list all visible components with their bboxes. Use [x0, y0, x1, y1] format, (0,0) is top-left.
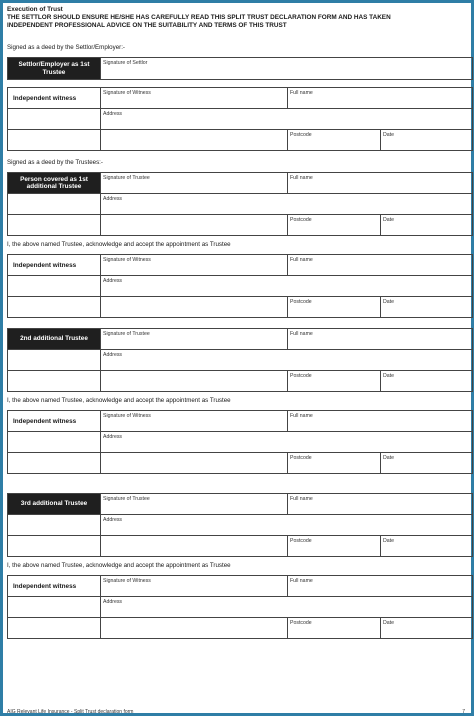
date-caption: Date — [383, 132, 394, 138]
witness-block-3 — [7, 410, 473, 474]
blank-label-cell — [8, 215, 101, 235]
fullname-caption: Full name — [290, 90, 313, 96]
trustee3-fullname-field[interactable] — [288, 494, 473, 514]
witness-postcode-field-3[interactable] — [288, 453, 381, 473]
witness-address-line-4[interactable] — [101, 618, 288, 638]
witness-label-1: Independent witness — [8, 88, 101, 108]
address-caption: Address — [103, 352, 123, 358]
blank-label-cell — [8, 536, 101, 556]
trustee2-address-line[interactable] — [101, 371, 288, 391]
witness-fullname-field-3[interactable] — [288, 411, 473, 431]
trustee-signature-caption: Signature of Trustee — [103, 175, 150, 181]
trustee1-address-line[interactable] — [101, 215, 288, 235]
date-caption: Date — [383, 373, 394, 379]
witness-signature-caption: Signature of Witness — [103, 257, 151, 263]
postcode-caption: Postcode — [290, 373, 312, 379]
witness-address-field-3[interactable] — [101, 432, 473, 452]
address-caption: Address — [103, 278, 123, 284]
trustee-signature-caption: Signature of Trustee — [103, 496, 150, 502]
trustee3-date-field[interactable] — [381, 536, 473, 556]
date-caption: Date — [383, 217, 394, 223]
blank-label-cell — [8, 194, 101, 214]
witness-postcode-field-2[interactable] — [288, 297, 381, 317]
trustee1-date-field[interactable] — [381, 215, 473, 235]
settlor-deed-note: Signed as a deed by the Settlor/Employer:- — [7, 44, 125, 51]
fullname-caption: Full name — [290, 331, 313, 337]
witness-fullname-field-4[interactable] — [288, 576, 473, 596]
witness-address-field-2[interactable] — [101, 276, 473, 296]
trustee2-signature-field[interactable] — [101, 329, 288, 349]
trustee3-address-line[interactable] — [101, 536, 288, 556]
witness-signature-field-1[interactable] — [101, 88, 288, 108]
blank-label-cell — [8, 515, 101, 535]
acknowledge-note-3: I, the above named Trustee, acknowledge and accept the appointment as Trustee — [7, 562, 231, 569]
section-title: Execution of Trust — [7, 6, 63, 13]
witness-fullname-field-2[interactable] — [288, 255, 473, 275]
blank-label-cell — [8, 453, 101, 473]
witness-signature-field-2[interactable] — [101, 255, 288, 275]
trustee1-label: Person covered as 1st additional Trustee — [8, 173, 101, 193]
trustee1-block — [7, 172, 473, 236]
witness-date-field-2[interactable] — [381, 297, 473, 317]
witness-label-4: Independent witness — [8, 576, 101, 596]
trustee3-signature-field[interactable] — [101, 494, 288, 514]
witness-signature-field-4[interactable] — [101, 576, 288, 596]
warning-text: THE SETTLOR SHOULD ENSURE HE/SHE HAS CAREFULLY READ THIS SPLIT TRUST DECLARATION FORM AND HAS TAKEN INDEPENDENT PROFESSIONAL ADVICE ON THE SUITABILITY AND TERMS OF THIS TRUST — [7, 14, 391, 29]
trustee1-postcode-field[interactable] — [288, 215, 381, 235]
trustee2-label: 2nd additional Trustee — [8, 329, 101, 349]
postcode-caption: Postcode — [290, 620, 312, 626]
acknowledge-note-2: I, the above named Trustee, acknowledge and accept the appointment as Trustee — [7, 397, 231, 404]
fullname-caption: Full name — [290, 413, 313, 419]
postcode-caption: Postcode — [290, 299, 312, 305]
address-caption: Address — [103, 111, 123, 117]
settlor-signature-block — [7, 57, 473, 80]
footer-document-name: AIG Relevant Life Insurance - Split Trust declaration form — [7, 709, 134, 715]
witness-postcode-field-1[interactable] — [288, 130, 381, 150]
address-caption: Address — [103, 599, 123, 605]
witness-address-field-1[interactable] — [101, 109, 473, 129]
acknowledge-note-1: I, the above named Trustee, acknowledge and accept the appointment as Trustee — [7, 241, 231, 248]
blank-label-cell — [8, 109, 101, 129]
witness-label-2: Independent witness — [8, 255, 101, 275]
fullname-caption: Full name — [290, 175, 313, 181]
witness-fullname-field-1[interactable] — [288, 88, 473, 108]
witness-date-field-4[interactable] — [381, 618, 473, 638]
settlor-signature-caption: Signature of Settlor — [103, 60, 148, 66]
trustee3-label: 3rd additional Trustee — [8, 494, 101, 514]
address-caption: Address — [103, 434, 123, 440]
witness-signature-field-3[interactable] — [101, 411, 288, 431]
trustee3-address-field[interactable] — [101, 515, 473, 535]
witness-signature-caption: Signature of Witness — [103, 413, 151, 419]
blank-label-cell — [8, 432, 101, 452]
witness-label-3: Independent witness — [8, 411, 101, 431]
witness-date-field-1[interactable] — [381, 130, 473, 150]
trustee1-signature-field[interactable] — [101, 173, 288, 193]
postcode-caption: Postcode — [290, 455, 312, 461]
fullname-caption: Full name — [290, 496, 313, 502]
footer-page-number: 7 — [462, 709, 465, 715]
trustee3-postcode-field[interactable] — [288, 536, 381, 556]
blank-label-cell — [8, 597, 101, 617]
witness-block-2 — [7, 254, 473, 318]
settlor-label: Settlor/Employer as 1st Trustee — [8, 58, 101, 79]
witness-block-1 — [7, 87, 473, 151]
witness-address-line-2[interactable] — [101, 297, 288, 317]
date-caption: Date — [383, 538, 394, 544]
trustee2-fullname-field[interactable] — [288, 329, 473, 349]
postcode-caption: Postcode — [290, 217, 312, 223]
witness-block-4 — [7, 575, 473, 639]
witness-signature-caption: Signature of Witness — [103, 578, 151, 584]
blank-label-cell — [8, 371, 101, 391]
date-caption: Date — [383, 620, 394, 626]
date-caption: Date — [383, 299, 394, 305]
trustee-signature-caption: Signature of Trustee — [103, 331, 150, 337]
trustee2-address-field[interactable] — [101, 350, 473, 370]
blank-label-cell — [8, 297, 101, 317]
blank-label-cell — [8, 618, 101, 638]
trustee1-fullname-field[interactable] — [288, 173, 473, 193]
fullname-caption: Full name — [290, 257, 313, 263]
postcode-caption: Postcode — [290, 538, 312, 544]
trustee3-block — [7, 493, 473, 557]
witness-postcode-field-4[interactable] — [288, 618, 381, 638]
blank-label-cell — [8, 350, 101, 370]
witness-signature-caption: Signature of Witness — [103, 90, 151, 96]
address-caption: Address — [103, 517, 123, 523]
witness-address-line-3[interactable] — [101, 453, 288, 473]
blank-label-cell — [8, 130, 101, 150]
trustee1-address-field[interactable] — [101, 194, 473, 214]
date-caption: Date — [383, 455, 394, 461]
blank-label-cell — [8, 276, 101, 296]
trustee2-block — [7, 328, 473, 392]
address-caption: Address — [103, 196, 123, 202]
postcode-caption: Postcode — [290, 132, 312, 138]
settlor-signature-field[interactable] — [101, 58, 473, 79]
trustees-deed-note: Signed as a deed by the Trustees:- — [7, 159, 103, 166]
fullname-caption: Full name — [290, 578, 313, 584]
witness-date-field-3[interactable] — [381, 453, 473, 473]
trustee2-postcode-field[interactable] — [288, 371, 381, 391]
witness-address-field-4[interactable] — [101, 597, 473, 617]
trustee2-date-field[interactable] — [381, 371, 473, 391]
witness-address-line-1[interactable] — [101, 130, 288, 150]
